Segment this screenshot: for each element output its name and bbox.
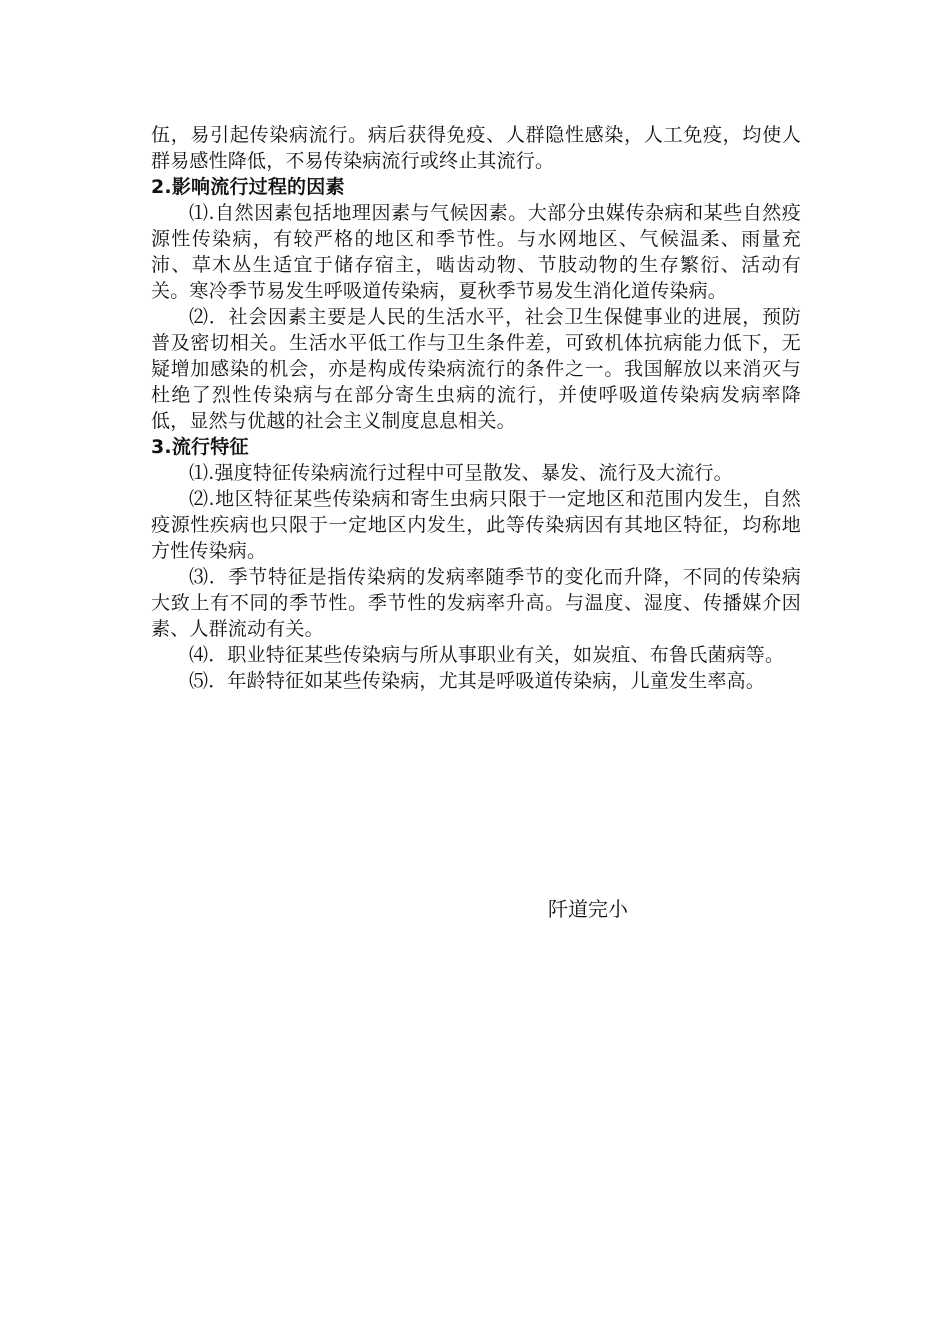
paragraph-social-factors: ⑵．社会因素主要是人民的生活水平，社会卫生保健事业的进展，预防普及密切相关。生活水平低工作与卫生条件差，可致机体抗病能力低下，无疑增加感染的机会，亦是构成传染病流行的条件之一。我国解放以来消灭与杜绝了烈性传染病与在部分寄生虫病的流行，并使呼吸道传染病发病率降低，显然与优越的社会主义制度息息相关。 (151, 306, 801, 432)
paragraph-intensity-feature: ⑴.强度特征传染病流行过程中可呈散发、暴发、流行及大流行。 (189, 462, 733, 484)
paragraph-seasonal-feature: ⑶．季节特征是指传染病的发病率随季节的变化而升降，不同的传染病大致上有不同的季节性。季节性的发病率升高。与温度、湿度、传播媒介因素、人群流动有关。 (151, 566, 801, 640)
paragraph-natural-factors: ⑴.自然因素包括地理因素与气候因素。大部分虫媒传杂病和某些自然疫源性传染病，有较严格的地区和季节性。与水网地区、气候温柔、雨量充沛、草木丛生适宜于储存宿主，啮齿动物、节肢动物的生存繁衍、活动有关。寒冷季节易发生呼吸道传染病，夏秋季节易发生消化道传染病。 (151, 202, 801, 302)
signature-school-name: 阡道完小 (548, 897, 628, 921)
paragraph-continuation: 伍，易引起传染病流行。病后获得免疫、人群隐性感染，人工免疫，均使人群易感性降低，不易传染病流行或终止其流行。 (151, 124, 801, 172)
section-heading-features: 3.流行特征 (151, 436, 249, 458)
paragraph-occupational-feature: ⑷．职业特征某些传染病与所从事职业有关，如炭疽、布鲁氏菌病等。 (189, 644, 785, 666)
paragraph-regional-feature: ⑵.地区特征某些传染病和寄生虫病只限于一定地区和范围内发生，自然疫源性疾病也只限于一定地区内发生，此等传染病因有其地区特征，均称地方性传染病。 (151, 488, 801, 562)
document-body (151, 122, 801, 694)
section-heading-factors: 2.影响流行过程的因素 (151, 176, 345, 198)
paragraph-age-feature: ⑸．年龄特征如某些传染病，尤其是呼吸道传染病，儿童发生率高。 (189, 670, 766, 692)
